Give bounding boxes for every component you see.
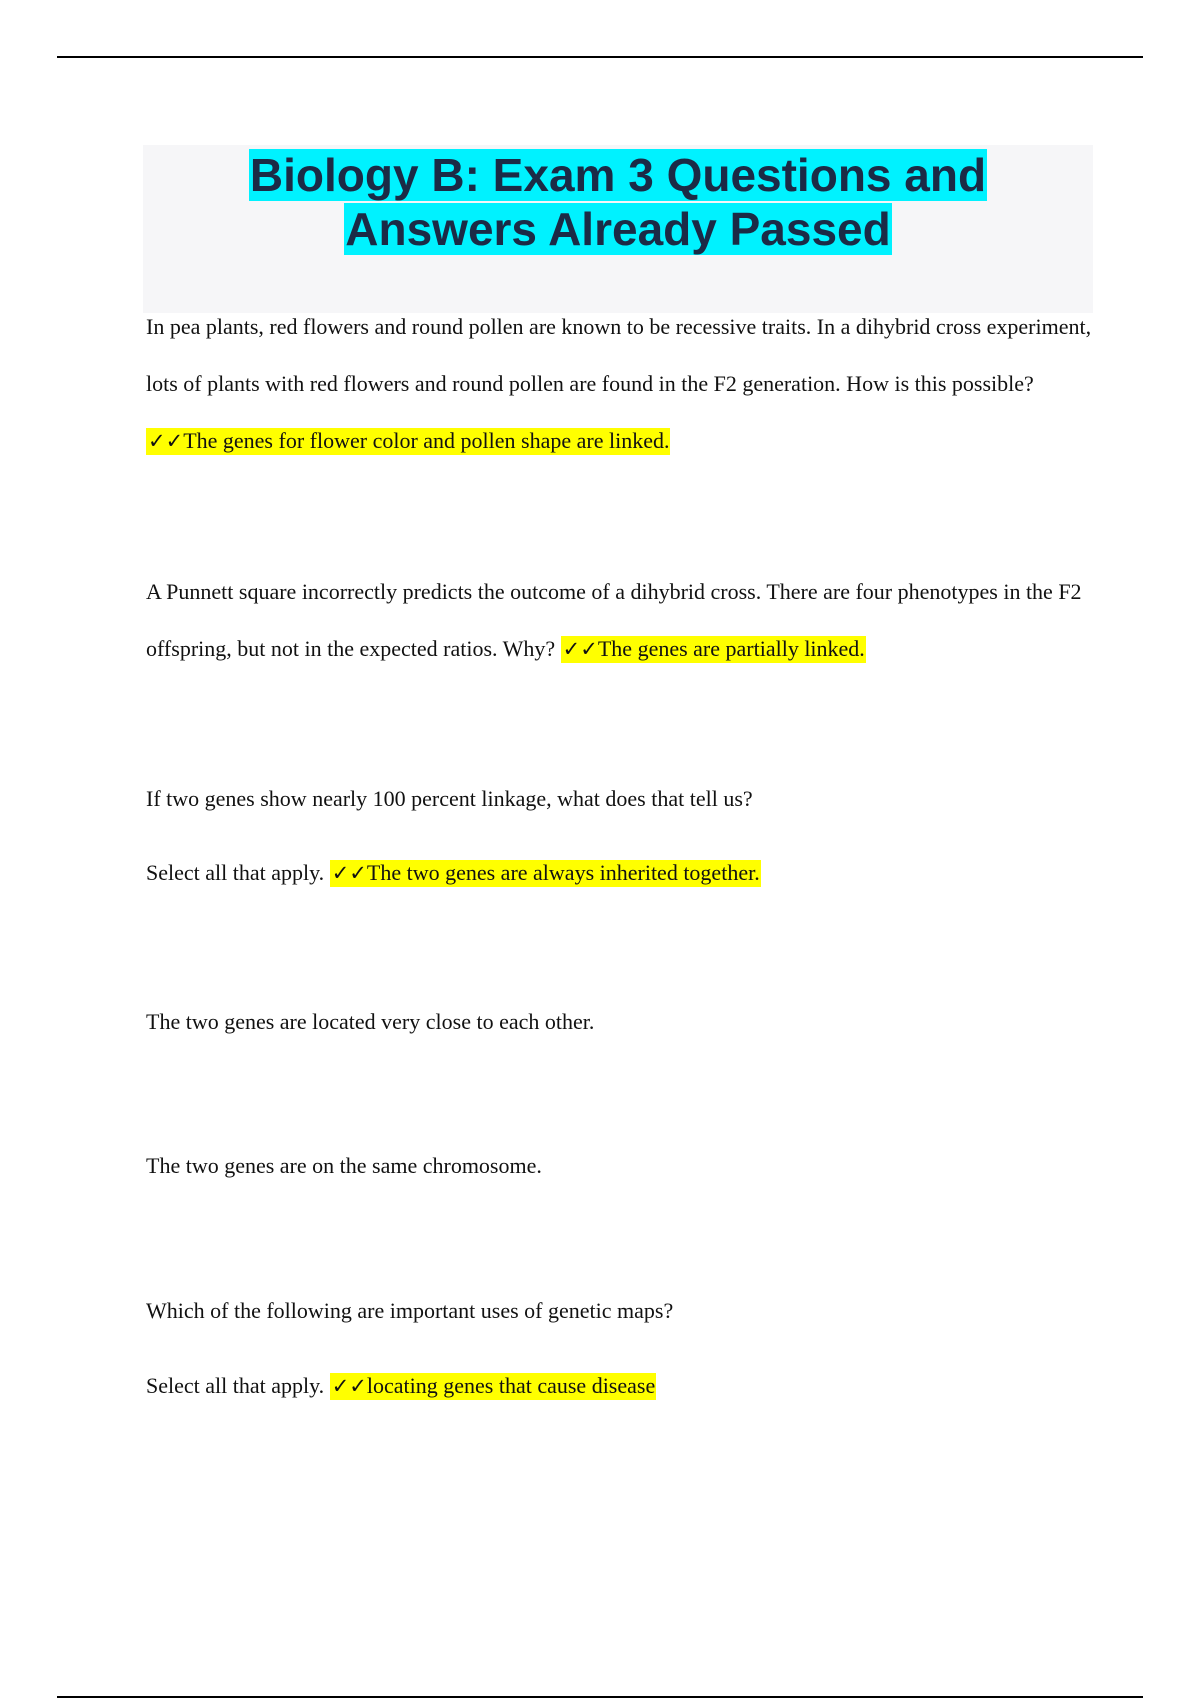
answer-highlight [330,860,761,887]
question-prompt: Select all that apply. [146,1373,325,1398]
title-line-1: Biology B: Exam 3 Questions and [249,149,987,201]
question-2 [146,563,1096,678]
double-check-icon: ✓✓ [331,1374,367,1398]
answer-highlight [561,636,866,663]
question-1 [146,298,1096,470]
statement-close-genes: The two genes are located very close to each other. [146,1009,595,1034]
page-title [143,145,1093,256]
double-check-icon: ✓✓ [331,861,367,885]
answer-text: The two genes are always inherited together. [366,860,760,885]
question-6-text: Which of the following are important uses of genetic maps? [146,1298,674,1323]
answer-highlight [146,428,670,455]
question-prompt: Select all that apply. [146,860,325,885]
statement-same-chromosome: The two genes are on the same chromosome. [146,1153,542,1178]
question-3-text: If two genes show nearly 100 percent linkage, what does that tell us? [146,786,753,811]
answer-text: locating genes that cause disease [366,1373,656,1398]
double-check-icon: ✓✓ [562,637,598,661]
title-line-2: Answers Already Passed [345,203,891,255]
double-check-icon: ✓✓ [148,429,184,453]
header-rule [57,56,1143,58]
footer-rule [57,1696,1143,1698]
question-text: In pea plants, red flowers and round pollen are known to be recessive traits. In a dihybrid cross experiment, lots of plants with red flowers and round pollen are found in the F2 generation. How is this possible? [146,314,1092,396]
question-3-answer-line [146,844,1096,902]
answer-text: The genes for flower color and pollen shape are linked. [183,428,670,453]
answer-highlight [330,1373,657,1400]
question-6-answer-line [146,1357,1096,1415]
answer-text: The genes are partially linked. [597,636,865,661]
title-block [143,145,1093,313]
question-text: A Punnett square incorrectly predicts the outcome of a dihybrid cross. There are four phenotypes in the F2 offspring, but not in the expected ratios. Why? [146,579,1082,661]
